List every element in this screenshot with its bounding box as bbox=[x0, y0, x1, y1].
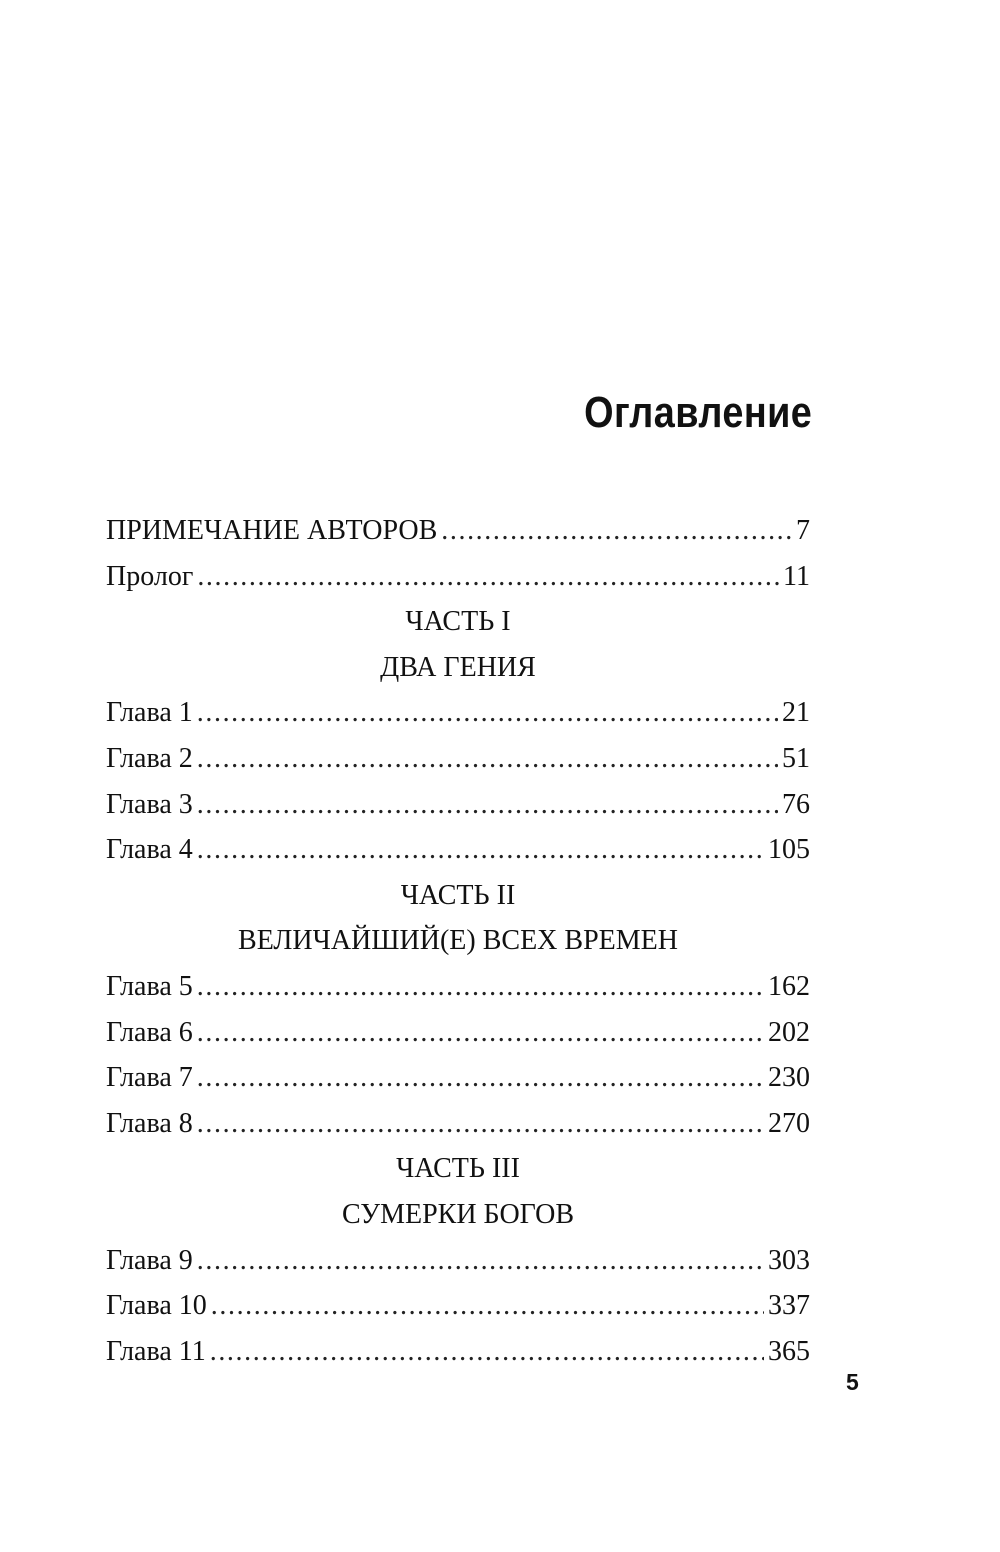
toc-entry-title: ПРИМЕЧАНИЕ АВТОРОВ bbox=[106, 515, 438, 546]
dot-leader bbox=[197, 736, 778, 782]
toc-entry-prologue bbox=[106, 554, 810, 600]
dot-leader bbox=[197, 964, 764, 1010]
toc-entry-chapter-7 bbox=[106, 1055, 810, 1101]
toc-part-1-number: ЧАСТЬ I bbox=[405, 606, 511, 638]
toc-entry-page-number: 230 bbox=[768, 1062, 810, 1094]
toc-entry-title: Глава 6 bbox=[106, 1016, 193, 1048]
toc-part-2-number: ЧАСТЬ II bbox=[400, 879, 516, 911]
toc-entry-chapter-10 bbox=[106, 1283, 810, 1329]
toc-entry-title: Глава 9 bbox=[106, 1244, 193, 1276]
toc-entry-page-number: 270 bbox=[768, 1107, 810, 1139]
toc-entry-title: Глава 3 bbox=[106, 788, 193, 820]
dot-leader bbox=[197, 1055, 764, 1101]
toc-entry-title: Глава 10 bbox=[106, 1290, 207, 1322]
toc-entry-page-number: 76 bbox=[782, 788, 810, 820]
toc-entry-chapter-2 bbox=[106, 736, 810, 782]
toc-entry-title: Глава 1 bbox=[106, 697, 193, 729]
dot-leader bbox=[197, 1238, 764, 1284]
toc-part-3-number: ЧАСТЬ III bbox=[396, 1153, 520, 1185]
toc-part-1-title: ДВА ГЕНИЯ bbox=[380, 651, 536, 683]
dot-leader bbox=[197, 1010, 764, 1056]
toc-entry-page-number: 21 bbox=[782, 697, 810, 729]
toc-entry-page-number: 337 bbox=[768, 1290, 810, 1322]
toc-entry-title: Глава 5 bbox=[106, 970, 193, 1002]
toc-entry-page-number: 7 bbox=[796, 515, 810, 546]
toc-entry-page-number: 11 bbox=[783, 560, 810, 592]
toc-entry-page-number: 202 bbox=[768, 1016, 810, 1048]
dot-leader bbox=[197, 827, 764, 873]
toc-entry-page-number: 105 bbox=[768, 834, 810, 866]
toc-entry-chapter-6 bbox=[106, 1010, 810, 1056]
toc-entry-page-number: 365 bbox=[768, 1335, 810, 1367]
toc-entry-title: Глава 4 bbox=[106, 834, 193, 866]
toc-entry-chapter-11 bbox=[106, 1329, 810, 1375]
toc-entry-chapter-1 bbox=[106, 690, 810, 736]
toc-entry-page-number: 51 bbox=[782, 742, 810, 774]
toc-entry-authors-note bbox=[106, 508, 810, 554]
page-title: Оглавление bbox=[583, 388, 812, 437]
dot-leader bbox=[197, 554, 779, 600]
toc-entry-title: Глава 8 bbox=[106, 1107, 193, 1139]
toc-entry-title: Глава 2 bbox=[106, 742, 193, 774]
toc-part-2-title: ВЕЛИЧАЙШИЙ(Е) ВСЕХ ВРЕМЕН bbox=[238, 925, 678, 957]
toc-entry-chapter-9 bbox=[106, 1238, 810, 1284]
dot-leader bbox=[197, 782, 778, 828]
dot-leader bbox=[211, 1283, 764, 1329]
toc-entry-chapter-3 bbox=[106, 782, 810, 828]
dot-leader bbox=[197, 1101, 764, 1147]
toc-entry-title: Глава 11 bbox=[106, 1335, 206, 1367]
dot-leader bbox=[210, 1329, 764, 1375]
dot-leader bbox=[197, 690, 778, 736]
toc-entry-title: Пролог bbox=[106, 560, 194, 592]
toc-entry-chapter-5 bbox=[106, 964, 810, 1010]
toc-entry-chapter-4 bbox=[106, 827, 810, 873]
page-number: 5 bbox=[846, 1369, 859, 1395]
toc-entry-page-number: 303 bbox=[768, 1244, 810, 1276]
toc-entry-page-number: 162 bbox=[768, 970, 810, 1002]
toc-entry-title: Глава 7 bbox=[106, 1062, 193, 1094]
toc-part-3-title: СУМЕРКИ БОГОВ bbox=[341, 1198, 575, 1230]
dot-leader bbox=[441, 508, 792, 554]
table-of-contents bbox=[106, 508, 810, 1374]
toc-entry-chapter-8 bbox=[106, 1101, 810, 1147]
